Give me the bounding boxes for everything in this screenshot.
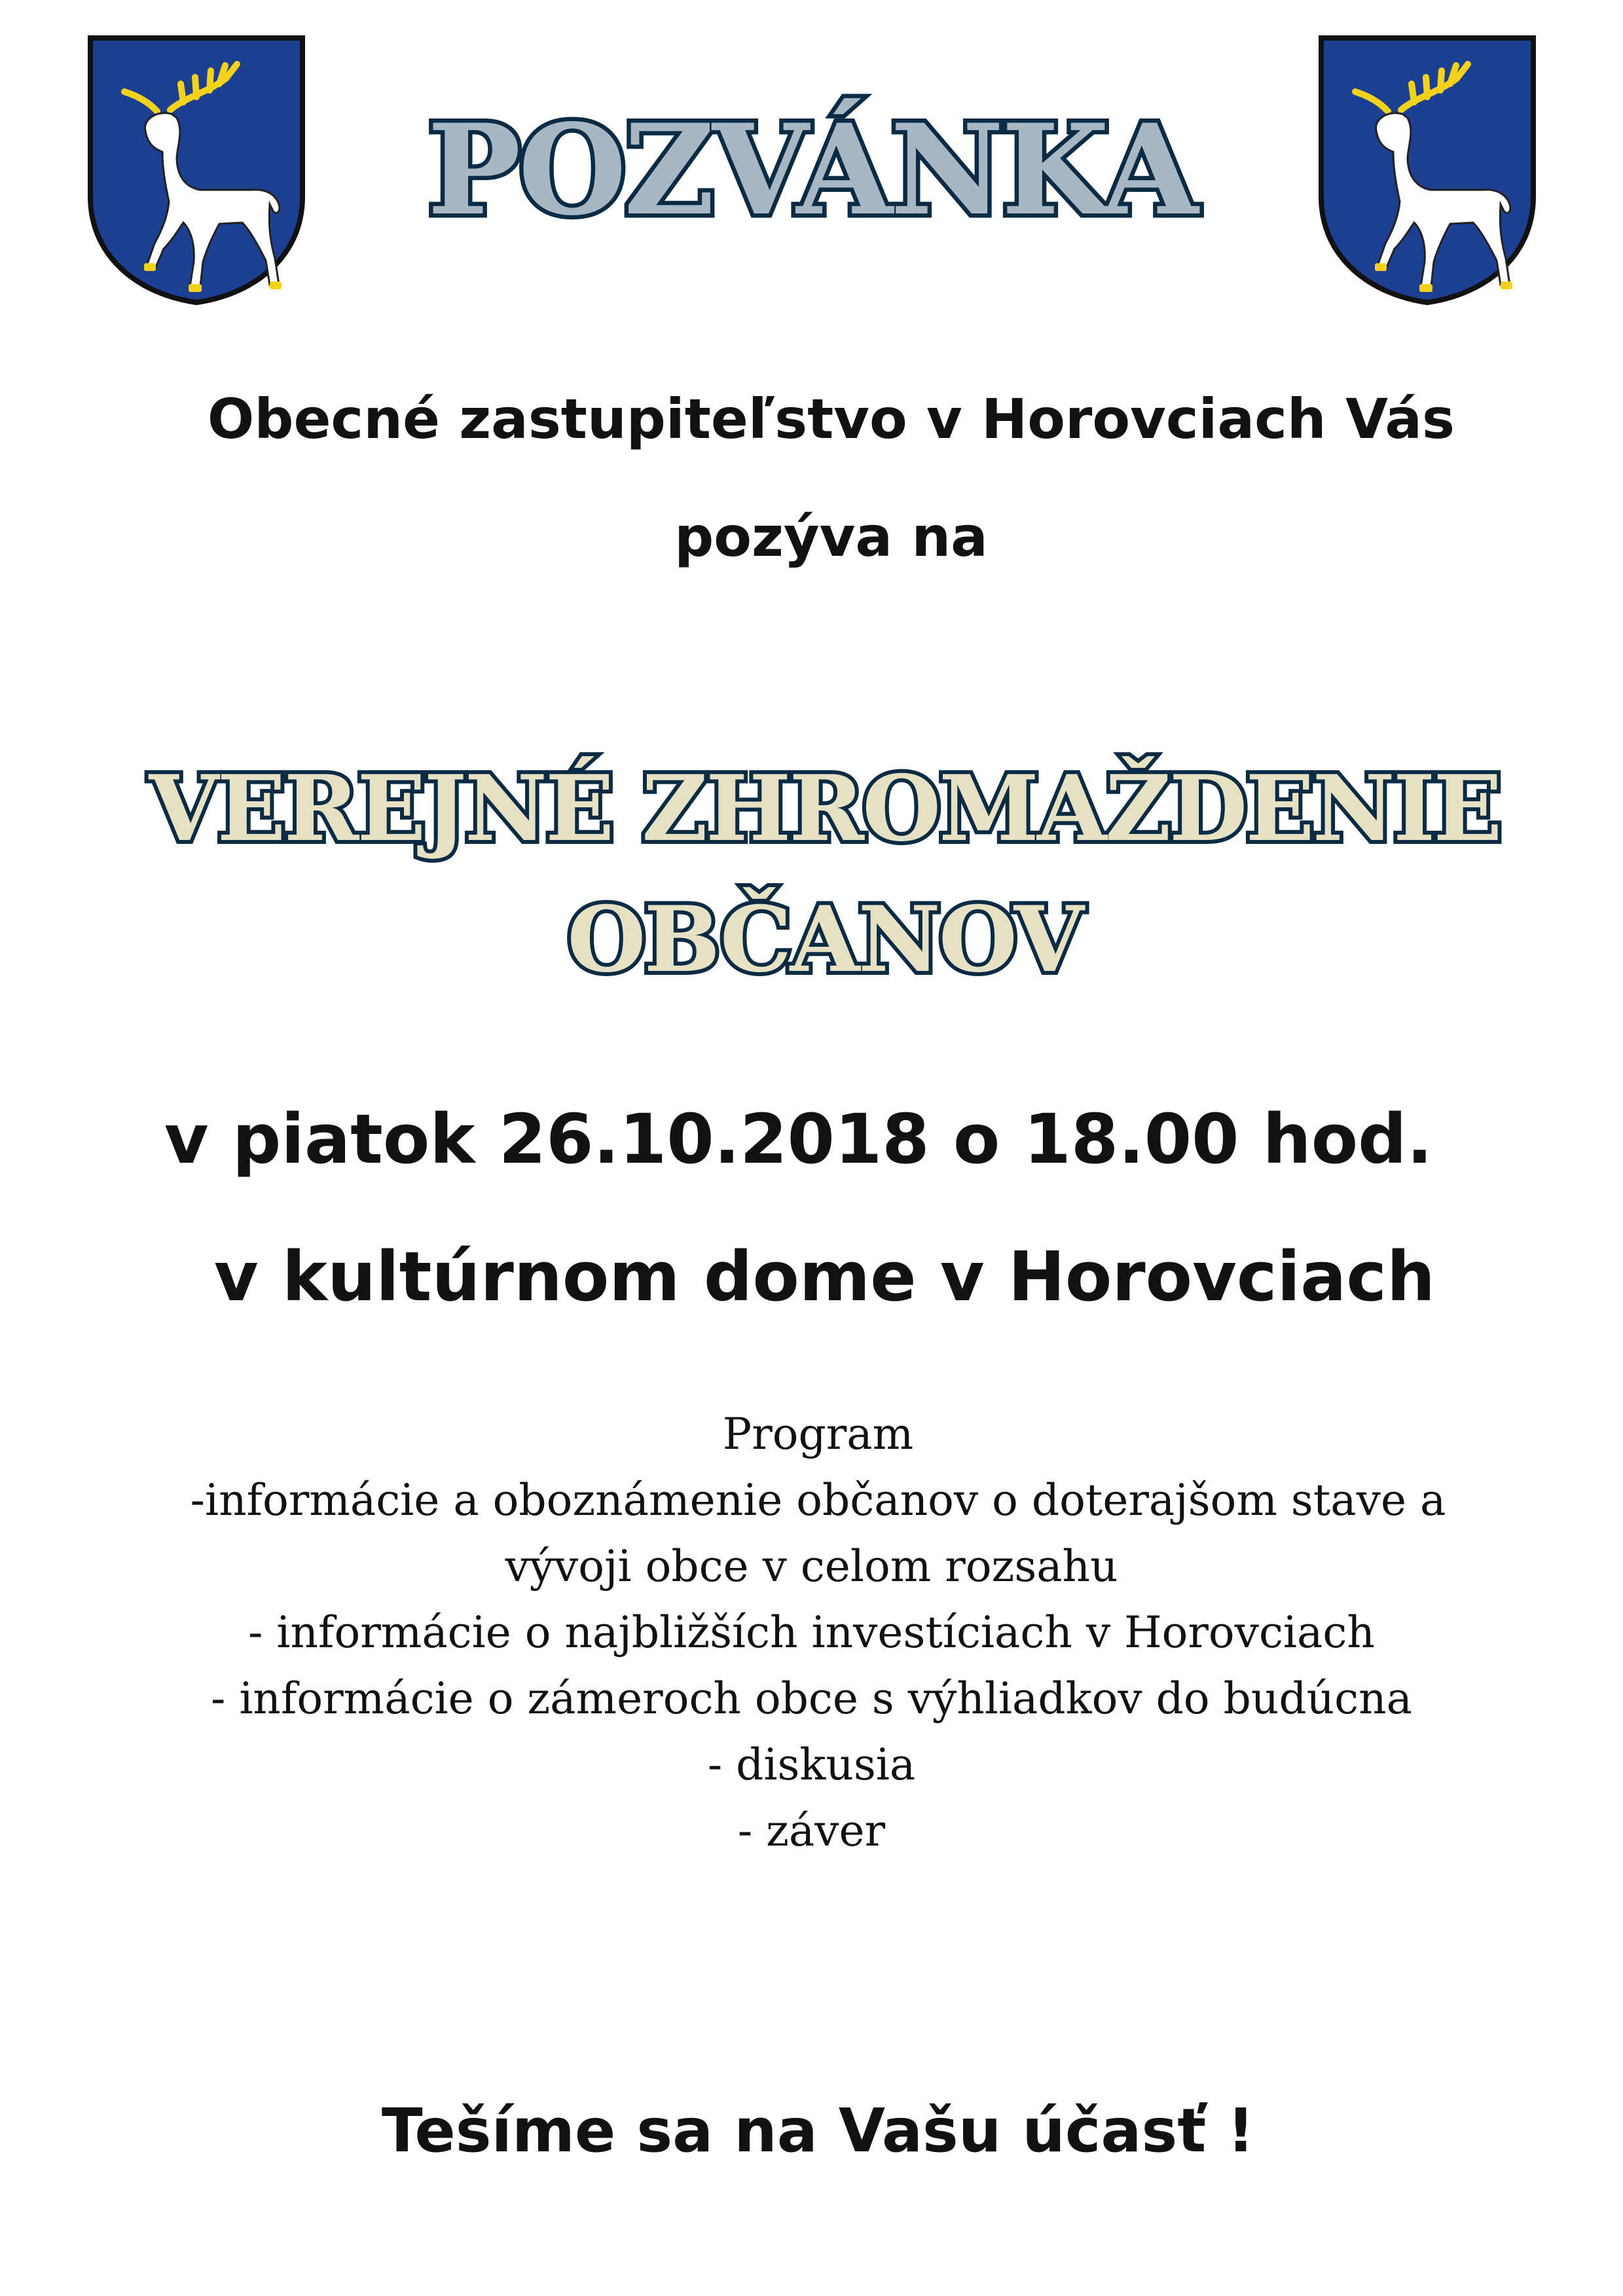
program-item: - informácie o najbližších investíciach v Horovciach bbox=[248, 1607, 1375, 1658]
closing-message: Tešíme sa na Vašu účasť ! bbox=[381, 2096, 1255, 2166]
page-title: POZVÁNKA bbox=[427, 97, 1196, 243]
program-item: - záver bbox=[737, 1806, 886, 1856]
event-title-line-1: VEREJNÉ ZHROMAŽDENIE bbox=[149, 755, 1501, 862]
intro-line-1: Obecné zastupiteľstvo v Horovciach Vás bbox=[207, 387, 1455, 451]
event-place: v kultúrnom dome v Horovciach bbox=[213, 1237, 1436, 1317]
program-heading: Program bbox=[722, 1409, 914, 1459]
program-item: vývoji obce v celom rozsahu bbox=[505, 1541, 1118, 1592]
program-item: - diskusia bbox=[707, 1740, 916, 1790]
intro-line-2: pozýva na bbox=[674, 505, 988, 569]
event-date: v piatok 26.10.2018 o 18.00 hod. bbox=[164, 1099, 1433, 1179]
program-item: -informácie a oboznámenie občanov o doterajšom stave a bbox=[190, 1475, 1446, 1525]
program-item: - informácie o zámeroch obce s výhliadkov do budúcna bbox=[211, 1673, 1412, 1724]
program-section bbox=[0, 1401, 1623, 1864]
event-title-line-2: OBČANOV bbox=[567, 886, 1082, 993]
